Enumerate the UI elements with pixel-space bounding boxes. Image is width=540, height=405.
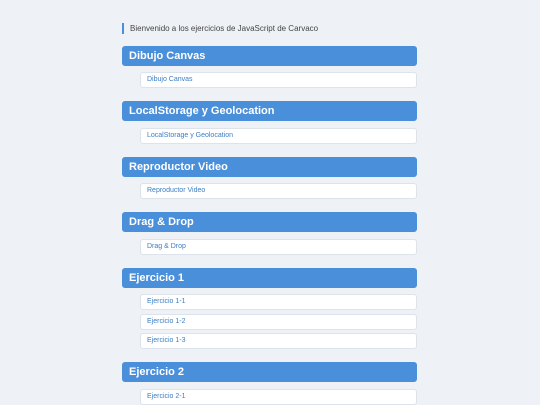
link-ejercicio-1-3[interactable]: Ejercicio 1-3 <box>140 333 417 349</box>
section-header-localstorage: LocalStorage y Geolocation <box>122 101 417 121</box>
link-localstorage-geolocation[interactable]: LocalStorage y Geolocation <box>140 128 417 144</box>
section-header-ejercicio-2: Ejercicio 2 <box>122 362 417 382</box>
link-drag-drop[interactable]: Drag & Drop <box>140 239 417 255</box>
intro-text: Bienvenido a los ejercicios de JavaScript de Carvaco <box>122 23 318 34</box>
section-header-reproductor-video: Reproductor Video <box>122 157 417 177</box>
section-header-dibujo-canvas: Dibujo Canvas <box>122 46 417 66</box>
link-ejercicio-2-1[interactable]: Ejercicio 2-1 <box>140 389 417 405</box>
link-ejercicio-1-1[interactable]: Ejercicio 1-1 <box>140 294 417 310</box>
section-header-drag-drop: Drag & Drop <box>122 212 417 232</box>
link-reproductor-video[interactable]: Reproductor Video <box>140 183 417 199</box>
section-header-ejercicio-1: Ejercicio 1 <box>122 268 417 288</box>
link-ejercicio-1-2[interactable]: Ejercicio 1-2 <box>140 314 417 330</box>
link-dibujo-canvas[interactable]: Dibujo Canvas <box>140 72 417 88</box>
